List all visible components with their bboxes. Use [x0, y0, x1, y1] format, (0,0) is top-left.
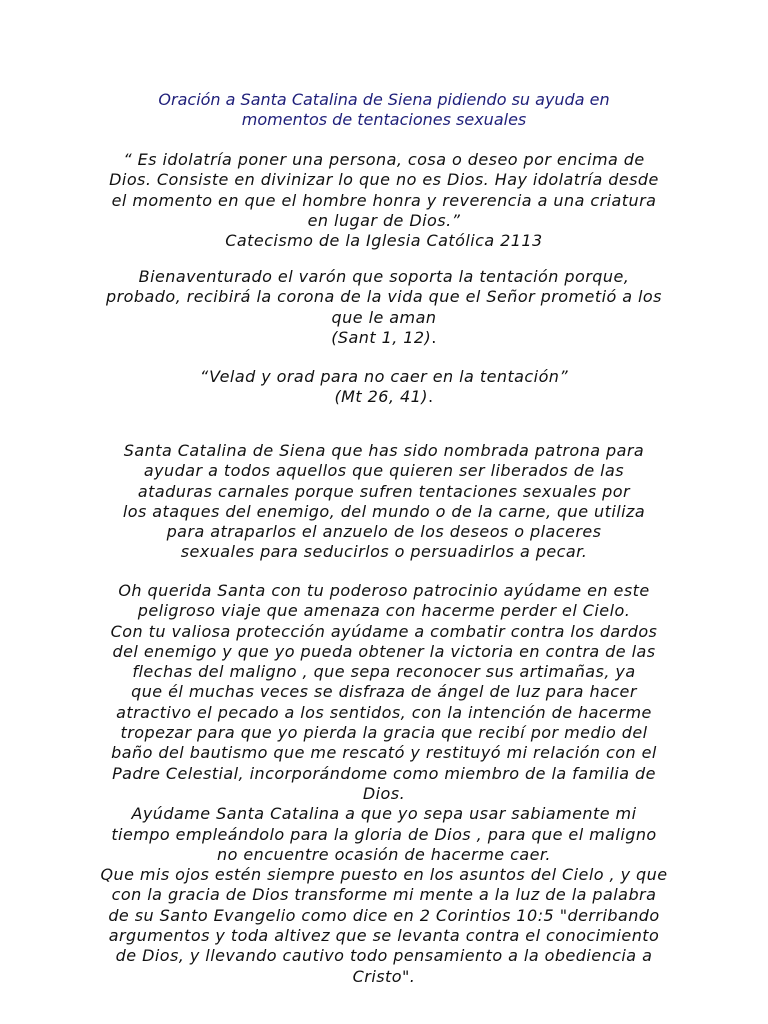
prayer-line: sexuales para seducirlos o persuadirlos a pecar.: [180, 542, 588, 562]
prayer-line: Oh querida Santa con tu poderoso patrocinio ayúdame en este: [118, 581, 650, 600]
title-line: momentos de tentaciones sexuales: [241, 110, 527, 129]
quote-line: Dios. Consiste en divinizar lo que no es Dios. Hay idolatría desde: [109, 170, 659, 190]
prayer-line: Ayúdame Santa Catalina a que yo sepa usar sabiamente mi: [131, 804, 637, 824]
quote-line: Bienaventurado el varón que soporta la tentación porque,: [138, 267, 630, 286]
prayer-line: los ataques del enemigo, del mundo o de la carne, que utiliza: [122, 501, 646, 521]
prayer-title: [0, 90, 768, 130]
prayer-line: con la gracia de Dios transforme mi mente a la luz de la palabra: [111, 885, 657, 905]
prayer-line: flechas del maligno , que sepa reconocer sus artimañas, ya: [132, 662, 636, 682]
catechism-quote: [90, 150, 678, 251]
prayer-paragraph-1: [90, 441, 678, 563]
quote-citation: Catecismo de la Iglesia Católica 2113: [225, 231, 543, 251]
prayer-line: peligroso viaje que amenaza con hacerme perder el Cielo.: [137, 601, 631, 621]
quote-line: que le aman: [331, 307, 437, 327]
prayer-line: argumentos y toda altivez que se levanta contra el conocimiento: [108, 926, 660, 946]
prayer-line: tiempo empleándolo para la gloria de Dios , para que el maligno: [111, 824, 657, 844]
prayer-line: Que mis ojos estén siempre puesto en los asuntos del Cielo , y que: [100, 865, 668, 885]
prayer-line: atractivo el pecado a los sentidos, con la intención de hacerme: [116, 702, 652, 722]
prayer-paragraph-2: [90, 581, 678, 987]
matthew-quote: [90, 367, 678, 408]
quote-line: “ Es idolatría poner una persona, cosa o deseo por encima de: [123, 150, 645, 169]
quote-citation: (Sant 1, 12).: [331, 327, 437, 347]
prayer-line: Dios.: [362, 783, 406, 803]
prayer-line: Cristo".: [352, 966, 416, 986]
prayer-line: ayudar a todos aquellos que quieren ser liberados de las: [143, 461, 625, 481]
james-quote: [90, 267, 678, 348]
prayer-line: del enemigo y que yo pueda obtener la victoria en contra de las: [112, 641, 656, 661]
quote-line: “Velad y orad para no caer en la tentación”: [199, 367, 569, 386]
quote-line: en lugar de Dios.”: [307, 210, 461, 230]
citation-ref: (Sant 1, 12): [331, 327, 432, 347]
prayer-line: Con tu valiosa protección ayúdame a combatir contra los dardos: [110, 621, 658, 641]
prayer-line: Padre Celestial, incorporándome como miembro de la familia de: [112, 763, 656, 783]
prayer-line: para atraparlos el anzuelo de los deseos o placeres: [166, 522, 602, 542]
prayer-line: tropezar para que yo pierda la gracia que recibí por medio del: [120, 723, 648, 743]
quote-line: el momento en que el hombre honra y reverencia a una criatura: [111, 190, 657, 210]
prayer-line: no encuentre ocasión de hacerme caer.: [217, 844, 551, 864]
prayer-line: ataduras carnales porque sufren tentaciones sexuales por: [137, 481, 631, 501]
citation-ref: (Mt 26, 41): [334, 387, 428, 407]
prayer-line: de Dios, y llevando cautivo todo pensamiento a la obediencia a: [115, 946, 653, 966]
prayer-line: baño del bautismo que me rescató y restituyó mi relación con el: [111, 743, 657, 763]
quote-line: probado, recibirá la corona de la vida que el Señor prometió a los: [106, 287, 662, 307]
quote-citation: (Mt 26, 41).: [334, 387, 434, 407]
prayer-line: de su Santo Evangelio como dice en 2 Corintios 10:5 "derribando: [108, 905, 660, 925]
prayer-line: Santa Catalina de Siena que has sido nombrada patrona para: [123, 441, 645, 460]
prayer-line: que él muchas veces se disfraza de ángel de luz para hacer: [131, 682, 637, 702]
title-line: Oración a Santa Catalina de Siena pidiendo su ayuda en: [158, 90, 610, 109]
